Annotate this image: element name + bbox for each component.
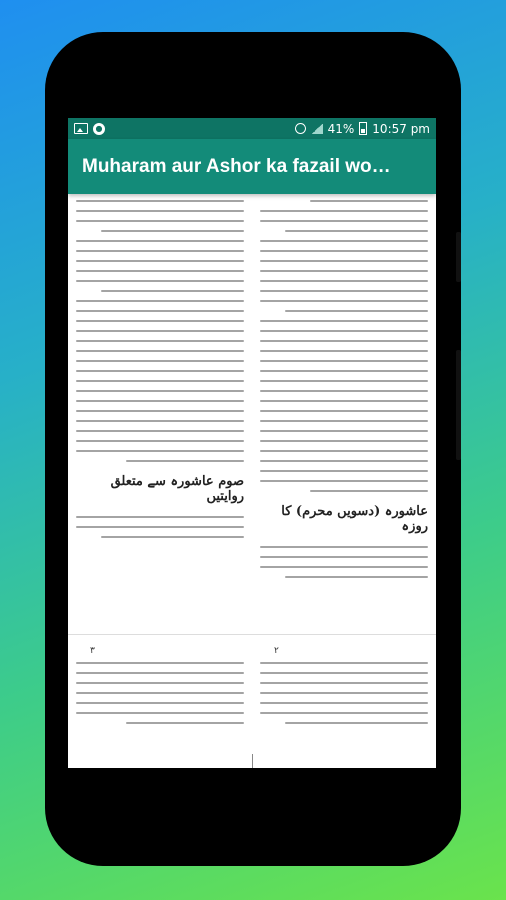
app-title: Muharam aur Ashor ka fazail wo… xyxy=(82,155,391,177)
book-page-viewer[interactable] xyxy=(68,194,436,768)
phone-volume-button xyxy=(456,232,461,282)
text-column-left xyxy=(76,200,244,546)
page-number-left: ۳ xyxy=(90,646,95,656)
battery-percent: 41% xyxy=(327,121,355,136)
app-bar xyxy=(68,139,436,194)
section-heading-left: صوم عاشورہ سے متعلق روایتیں xyxy=(110,474,244,504)
page-number-right: ۲ xyxy=(274,646,279,656)
page-divider xyxy=(68,634,436,635)
text-column-right-bottom xyxy=(260,662,428,732)
phone-screen xyxy=(68,118,436,768)
clock-time: 10:57 pm xyxy=(372,121,430,136)
text-column-left-bottom xyxy=(76,662,244,732)
alarm-icon xyxy=(295,123,306,134)
status-bar xyxy=(68,118,436,139)
column-divider xyxy=(252,754,253,768)
text-column-right xyxy=(260,200,428,586)
section-heading-right: عاشورہ (دسویں محرم) کا روزہ xyxy=(281,504,428,534)
battery-icon xyxy=(359,122,367,135)
phone-power-button xyxy=(456,350,461,460)
image-icon xyxy=(74,123,88,134)
signal-icon xyxy=(311,124,323,134)
chat-icon: ● xyxy=(93,123,105,135)
